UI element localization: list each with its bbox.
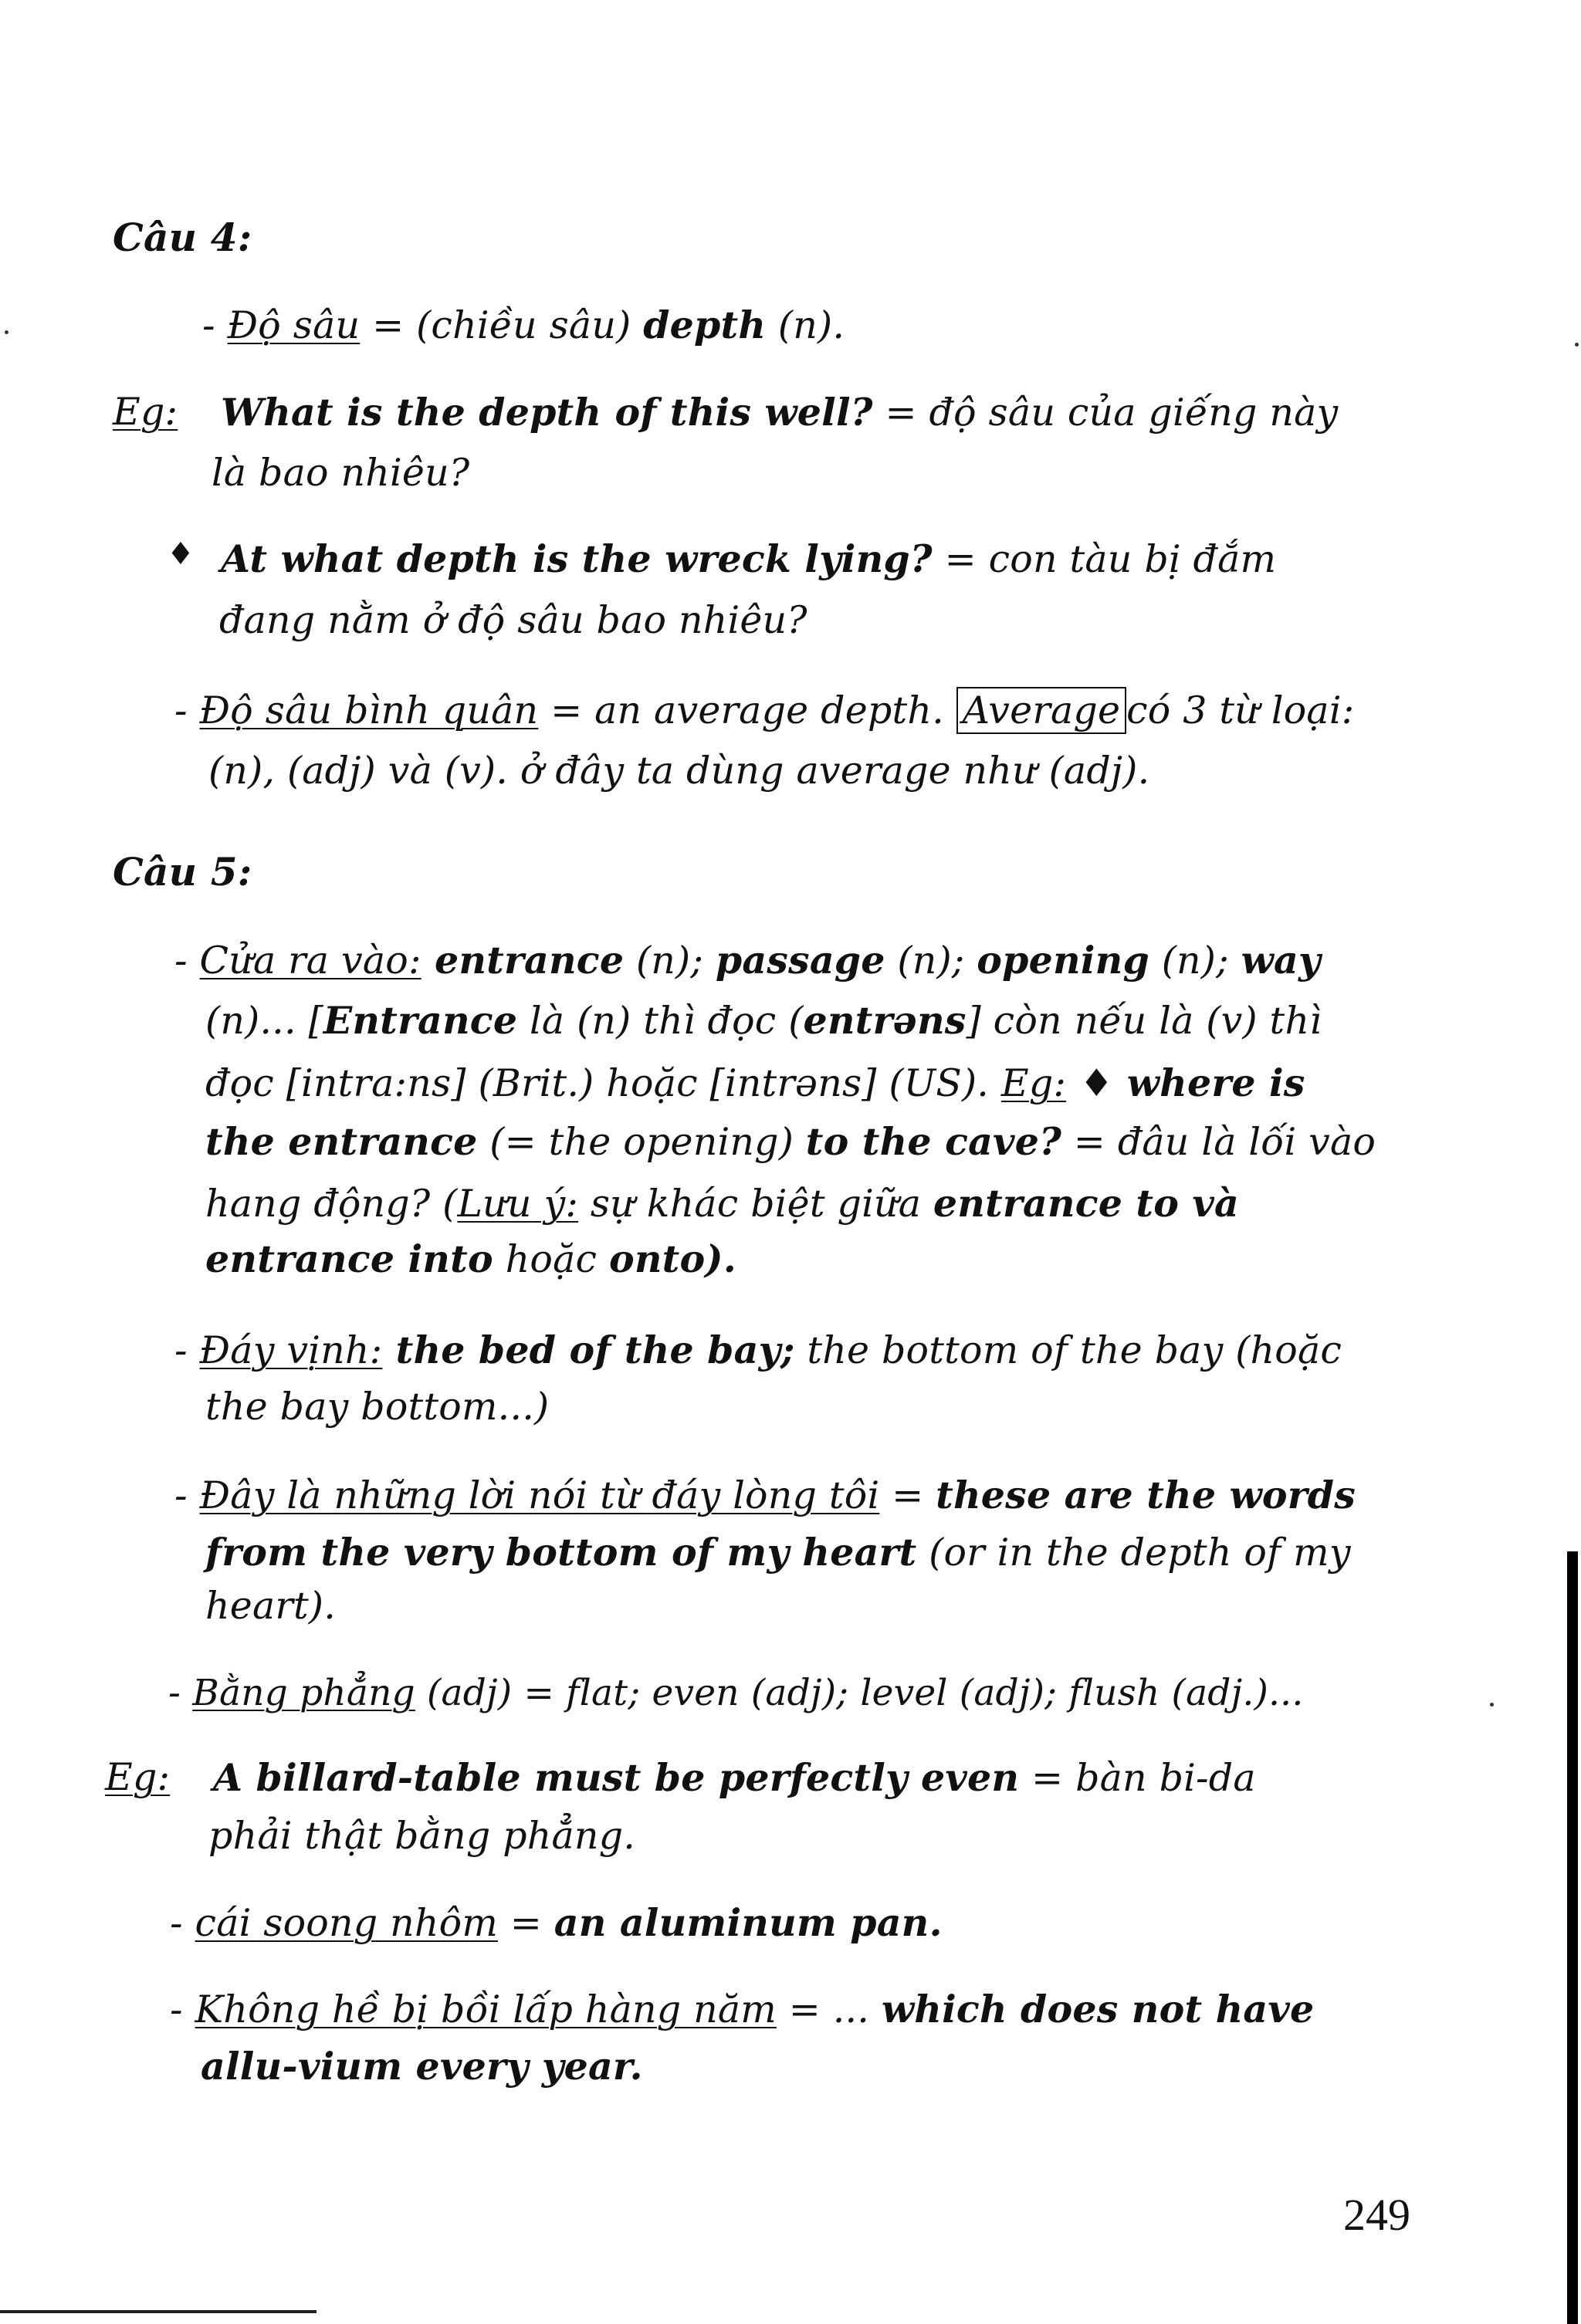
scan-speck [5,330,8,334]
entry-do-sau-binh-quan-line2: (n), (adj) và (v). ở đây ta dùng average như (adj). [208,749,1150,793]
section-heading-cau-4: Câu 4: [113,215,252,260]
example-billard-table: A billard-table must be perfectly even = bàn bi-da [213,1755,1256,1800]
example-depth-well-line2: là bao nhiêu? [212,451,470,495]
page-number: 249 [1343,2190,1410,2240]
entry-cua-ra-vao-line4: the entrance (= the opening) to the cave? = đâu là lối vào [205,1119,1376,1164]
eg-label-2: Eg: [105,1755,171,1799]
boxed-word-average: Average [956,687,1126,734]
entry-cua-ra-vao-line5: hang động? (Lưu ý: sự khác biệt giữa entrance to và [205,1181,1239,1226]
example-wreck: At what depth is the wreck lying? = con tàu bị đắm [221,536,1277,581]
scan-speck [1575,343,1579,347]
scan-speck [1490,1703,1494,1707]
term-do-sau: Độ sâu [227,303,361,347]
entry-bang-phang: - Bằng phẳng (adj) = flat; even (adj); level (adj); flush (adj.)... [168,1672,1304,1714]
entry-day-vinh-line2: the bay bottom...) [205,1385,550,1429]
entry-khong-he-bi-boi-lap-line2: allu-vium every year. [201,2044,643,2089]
entry-cua-ra-vao-line2: (n)... [Entrance là (n) thì đọc (entrəns] còn nếu là (v) thì [205,998,1322,1043]
scan-edge-shadow [1567,1551,1578,2324]
diamond-bullet-icon: ♦ [167,536,195,572]
example-depth-well: What is the depth of this well? = độ sâu của giếng này [221,390,1339,435]
entry-do-sau: - Độ sâu = (chiều sâu) depth (n). [202,303,845,347]
entry-cua-ra-vao: - Cửa ra vào: entrance (n); passage (n); opening (n); way [174,938,1321,983]
entry-day-vinh: - Đáy vịnh: the bed of the bay; the bottom of the bay (hoặc [174,1328,1342,1372]
entry-cua-ra-vao-line6: entrance into hoặc onto). [205,1236,737,1281]
entry-cua-ra-vao-line3: đọc [intra:ns] (Brit.) hoặc [intrəns] (US). Eg: ♦ where is [205,1061,1305,1105]
example-billard-table-line2: phải thật bằng phẳng. [208,1814,636,1858]
scan-bottom-rule [0,2310,317,2313]
entry-day-la-nhung-loi-noi-line3: heart). [205,1584,336,1628]
example-wreck-line2: đang nằm ở độ sâu bao nhiêu? [219,598,807,642]
entry-khong-he-bi-boi-lap: - Không hề bị bồi lấp hàng năm = ... which does not have [170,1987,1315,2031]
entry-do-sau-binh-quan: - Độ sâu bình quân = an average depth. Average có 3 từ loại: [174,688,1355,732]
eg-label-1: Eg: [113,390,178,434]
entry-day-la-nhung-loi-noi: - Đây là những lời nói từ đáy lòng tôi = these are the words [174,1473,1356,1517]
entry-day-la-nhung-loi-noi-line2: from the very bottom of my heart (or in the depth of my [205,1530,1351,1575]
section-heading-cau-5: Câu 5: [113,849,252,895]
entry-cai-soong-nhom: - cái soong nhôm = an aluminum pan. [170,1900,943,1945]
